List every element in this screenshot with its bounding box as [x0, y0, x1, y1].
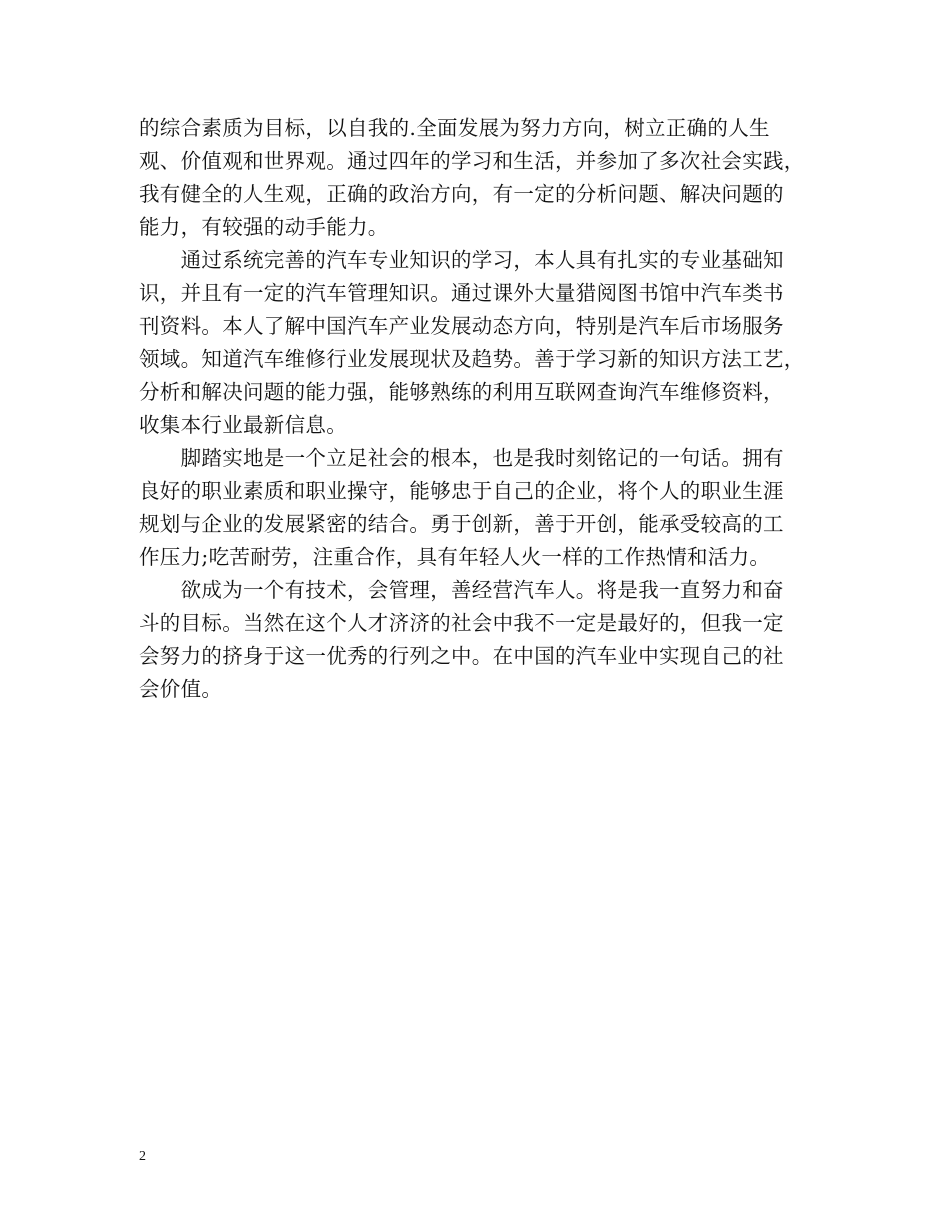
paragraph-line: 通过系统完善的汽车专业知识的学习，本人具有扎实的专业基础知: [139, 248, 784, 272]
paragraph-1: [139, 112, 819, 244]
paragraph-line: 脚踏实地是一个立足社会的根本，也是我时刻铭记的一句话。拥有: [139, 446, 784, 470]
paragraph-line: 会价值。: [139, 677, 223, 701]
paragraph-line: 能力，有较强的动手能力。: [139, 215, 389, 239]
paragraph-3: [139, 442, 819, 574]
paragraph-line: 会努力的挤身于这一优秀的行列之中。在中国的汽车业中实现自己的社: [139, 644, 784, 668]
paragraph-line: 分析和解决问题的能力强，能够熟练的利用互联网查询汽车维修资料，: [139, 380, 784, 404]
page-number: 2: [139, 1149, 146, 1164]
paragraph-line: 收集本行业最新信息。: [139, 413, 347, 437]
paragraph-line: 观、价值观和世界观。通过四年的学习和生活，并参加了多次社会实践，: [139, 149, 805, 173]
document-body: [139, 112, 819, 706]
paragraph-line: 刊资料。本人了解中国汽车产业发展动态方向，特别是汽车后市场服务: [139, 314, 784, 338]
paragraph-line: 识，并且有一定的汽车管理知识。通过课外大量猎阅图书馆中汽车类书: [139, 281, 784, 305]
paragraph-line: 斗的目标。当然在这个人才济济的社会中我不一定是最好的，但我一定: [139, 611, 784, 635]
paragraph-2: [139, 244, 819, 442]
paragraph-line: 作压力;吃苦耐劳，注重合作，具有年轻人火一样的工作热情和活力。: [139, 545, 771, 569]
paragraph-line: 规划与企业的发展紧密的结合。勇于创新，善于开创，能承受较高的工: [139, 512, 784, 536]
paragraph-line: 的综合素质为目标，以自我的.全面发展为努力方向，树立正确的人生: [139, 116, 770, 140]
paragraph-line: 领域。知道汽车维修行业发展现状及趋势。善于学习新的知识方法工艺，: [139, 347, 805, 371]
paragraph-4: [139, 574, 819, 706]
paragraph-line: 良好的职业素质和职业操守，能够忠于自己的企业，将个人的职业生涯: [139, 479, 784, 503]
paragraph-line: 欲成为一个有技术，会管理，善经营汽车人。将是我一直努力和奋: [139, 578, 784, 602]
paragraph-line: 我有健全的人生观，正确的政治方向，有一定的分析问题、解决问题的: [139, 182, 784, 206]
